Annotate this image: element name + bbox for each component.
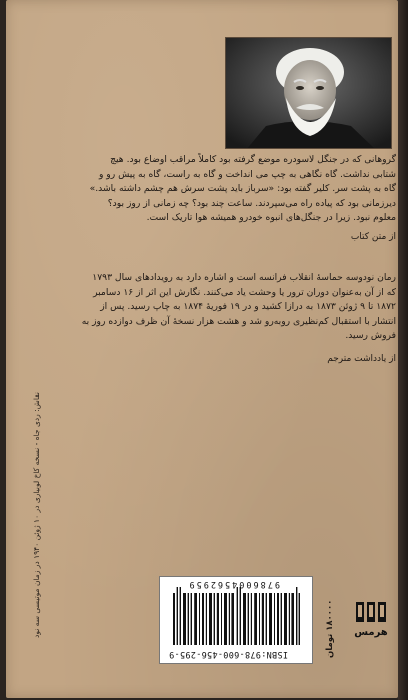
description-paragraph xyxy=(46,271,396,344)
description-source: از یادداشت مترجم xyxy=(327,354,396,364)
cover-art-credit: نقاش: ردی جاه - نسخه کاخ لوبیاری در ۱۰ ژوئن ۱۹۴۰ در زمان موتیسی سه نود xyxy=(32,391,41,638)
price-label: ۱۸۰۰۰۰ تومان xyxy=(325,599,335,658)
publisher-logo xyxy=(352,600,390,648)
book-back-cover xyxy=(6,0,398,698)
quote-paragraph xyxy=(46,153,396,226)
description-line: ۱۸۷۲ تا ۹ ژوئن ۱۸۷۳ به درازا کشید و در ۱۹ فوریهٔ ۱۸۷۴ به چاپ رسید. پس از xyxy=(100,301,396,313)
publisher-name: هرمس xyxy=(354,627,388,638)
quote-line: دیرزمانی بود که پیاده راه می‌سپردند. ساعت چند بود؟ چه زمانی از روز بود؟ xyxy=(107,197,396,209)
quote-line: گروهانی که در جنگل لاسودره موضع گرفته بود کاملاً مراقب اوضاع بود. هیچ xyxy=(110,154,396,165)
author-portrait xyxy=(225,37,392,149)
quote-source: از متن کتاب xyxy=(350,232,396,242)
barcode-sticker xyxy=(159,576,313,664)
isbn-text: ISBN:978-600-456-295-9 xyxy=(168,649,288,659)
quote-line: معلوم نبود. زیرا در جنگل‌های انبوه خودرو همیشه هوا تاریک است. xyxy=(146,212,396,224)
hermes-logo-icon xyxy=(352,600,390,648)
description-line: فروش رسید. xyxy=(345,330,396,342)
barcode-number: 9786004562959 xyxy=(187,579,280,589)
quote-line: شتابی نداشت. گاه نگاهی به چپ می انداخت و گاه به راست، گاه به پیش رو و xyxy=(98,168,396,180)
description-line: رمان نودوسه حماسهٔ انقلاب فرانسه است و اشاره دارد به رویدادهای سال ۱۷۹۳ xyxy=(92,272,396,283)
book-spine-edge xyxy=(398,0,408,700)
description-line: انتشار با استقبال کم‌نظیری روبه‌رو شد و هشت هزار نسخهٔ آن ظرف دوازده روز به xyxy=(81,315,396,327)
quote-line: گاه به پشت سر. کلیر گفته بود: «سرباز باید پشت سرش هم چشم داشته باشد.» xyxy=(89,183,396,195)
description-line: که از آن به‌عنوان دوران ترور یا وحشت یاد می‌کنند. نگارش این اثر از ۱۶ دسامبر xyxy=(93,286,396,298)
